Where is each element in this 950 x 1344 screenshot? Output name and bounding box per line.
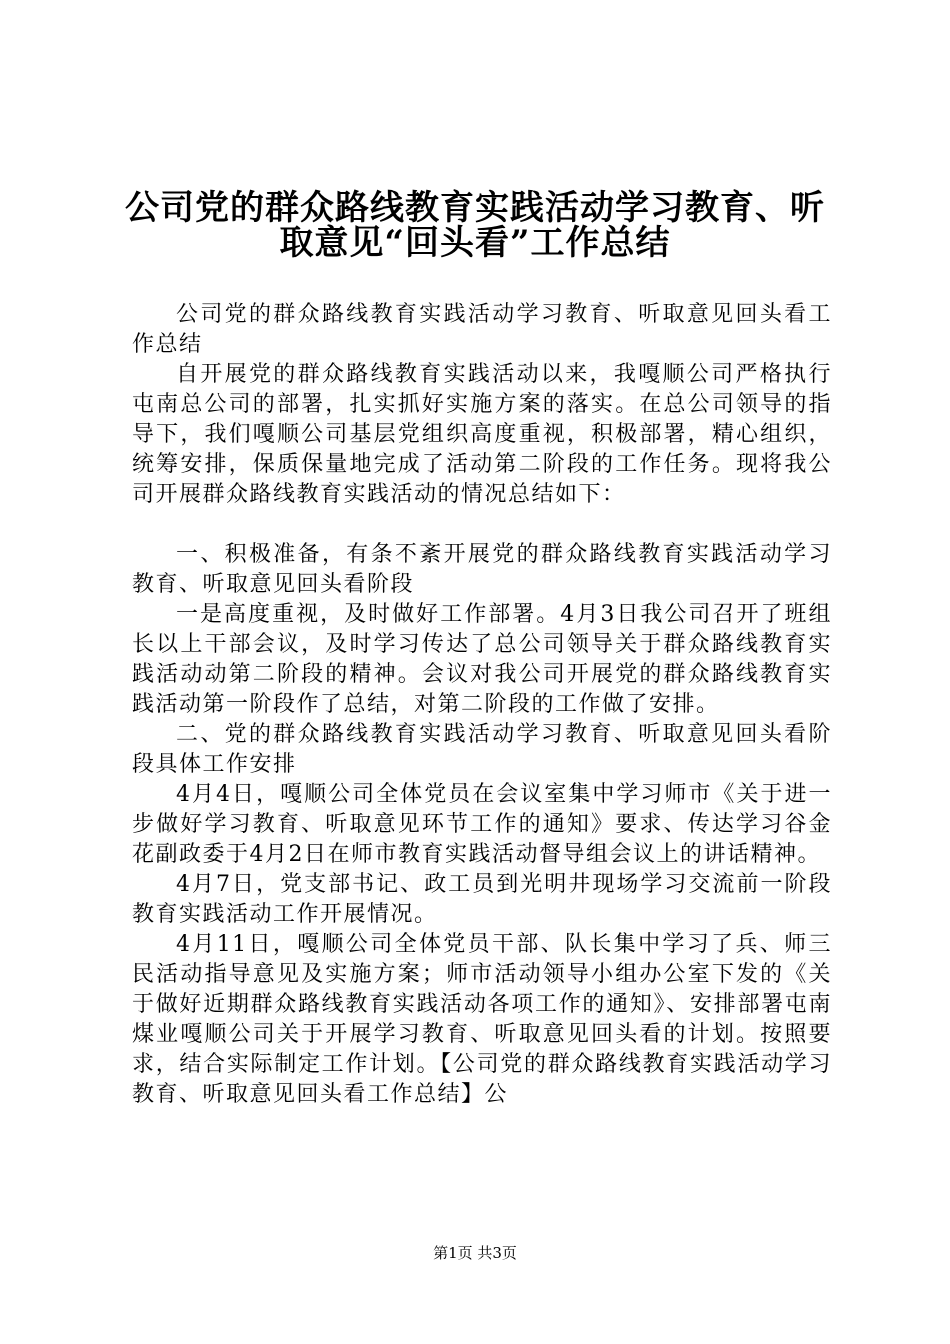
document-title-line-2: 取意见“回头看”工作总结 <box>279 223 671 263</box>
body-paragraph-intro: 自开展党的群众路线教育实践活动以来，我嘎顺公司严格执行屯南总公司的部署，扎实抓好实施方案的落实。在总公司领导的指导下，我们嘎顺公司基层党组织高度重视，积极部署，精心组织，统筹安排，保质保量地完成了活动第二阶段的工作任务。现将我公司开展群众路线教育实践活动的情况总结如下： <box>132 362 832 507</box>
section-heading-1: 一、积极准备，有条不紊开展党的群众路线教育实践活动学习教育、听取意见回头看阶段 <box>132 542 832 597</box>
body-paragraph: 一是高度重视，及时做好工作部署。4月3日我公司召开了班组长以上干部会议，及时学习传达了总公司领导关于群众路线教育实践活动动第二阶段的精神。会议对我公司开展党的群众路线教育实践活动第一阶段作了总结，对第二阶段的工作做了安排。 <box>132 602 832 717</box>
body-paragraph: 4月7日，党支部书记、政工员到光明井现场学习交流前一阶段教育实践活动工作开展情况。 <box>132 872 832 927</box>
section-heading-2: 二、党的群众路线教育实践活动学习教育、听取意见回头看阶段具体工作安排 <box>132 722 832 777</box>
document-body <box>132 300 832 1110</box>
body-paragraph: 4月4日，嘎顺公司全体党员在会议室集中学习师市《关于进一步做好学习教育、听取意见环节工作的通知》要求、传达学习谷金花副政委于4月2日在师市教育实践活动督导组会议上的讲话精神。 <box>132 782 832 867</box>
body-paragraph: 4月11日，嘎顺公司全体党员干部、队长集中学习了兵、师三民活动指导意见及实施方案；师市活动领导小组办公室下发的《关于做好近期群众路线教育实践活动各项工作的通知》、安排部署屯南煤业嘎顺公司关于开展学习教育、听取意见回头看的计划。按照要求，结合实际制定工作计划。【公司党的群众路线教育实践活动学习教育、听取意见回头看工作总结】公 <box>132 932 832 1107</box>
document-title-line-1: 公司党的群众路线教育实践活动学习教育、听 <box>125 188 825 228</box>
body-paragraph-subtitle: 公司党的群众路线教育实践活动学习教育、听取意见回头看工作总结 <box>132 302 832 357</box>
page-number-footer: 第1页 共3页 <box>433 1244 517 1262</box>
